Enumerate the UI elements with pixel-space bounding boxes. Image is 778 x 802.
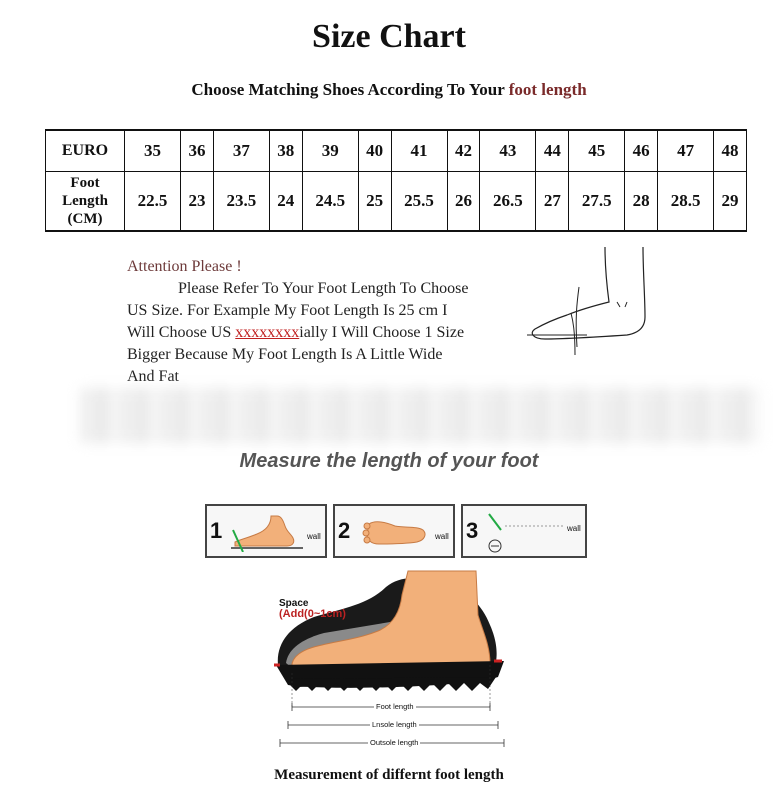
length-cell: 23.5 — [213, 172, 269, 232]
length-cell: 26 — [447, 172, 480, 232]
length-cell: 22.5 — [125, 172, 181, 232]
step-number: 3 — [466, 518, 479, 543]
subtitle-text: Choose Matching Shoes According To Your — [191, 80, 505, 99]
euro-cell: 41 — [391, 130, 447, 172]
notice-line: US Size. For Example My Foot Length Is 25 cm I — [127, 302, 448, 319]
notice-line: And Fat — [127, 368, 179, 385]
euro-cell: 35 — [125, 130, 181, 172]
euro-cell: 43 — [480, 130, 536, 172]
attention-notice — [127, 256, 532, 388]
euro-cell: 48 — [714, 130, 747, 172]
euro-cell: 44 — [536, 130, 569, 172]
space-text: Space — [279, 598, 309, 609]
notice-redacted: xxxxxxxx — [235, 324, 300, 341]
notice-line — [127, 322, 532, 344]
euro-cell: 45 — [569, 130, 625, 172]
attention-heading: Attention Please ! — [127, 258, 242, 275]
length-cell: 27.5 — [569, 172, 625, 232]
page-title: Size Chart — [312, 18, 466, 55]
length-row — [46, 172, 747, 232]
foot-top-icon — [355, 514, 433, 552]
wall-label: wall — [435, 532, 449, 541]
measure-heading: Measure the length of your foot — [239, 450, 539, 472]
euro-cell: 47 — [658, 130, 714, 172]
euro-cell: 42 — [447, 130, 480, 172]
length-cell: 29 — [714, 172, 747, 232]
length-cell: 27 — [536, 172, 569, 232]
page-subtitle — [0, 80, 778, 100]
length-cell: 23 — [181, 172, 214, 232]
length-header — [46, 172, 125, 232]
euro-cell: 39 — [302, 130, 358, 172]
space-add-text: (Add(0~1cm) — [279, 608, 346, 620]
step-number: 1 — [210, 518, 223, 543]
wall-label: wall — [567, 524, 581, 533]
wall-label: wall — [307, 532, 321, 541]
outsole-length-label: Outsole length — [370, 738, 419, 747]
step-1 — [205, 504, 327, 558]
notice-text: ially I Will Choose 1 Size — [299, 324, 465, 341]
length-cell: 28.5 — [658, 172, 714, 232]
euro-cell: 36 — [181, 130, 214, 172]
ruler-measure-icon — [483, 510, 565, 554]
space-label — [279, 598, 346, 620]
euro-cell: 40 — [358, 130, 391, 172]
length-header-line: (CM) — [67, 211, 103, 227]
length-cell: 28 — [625, 172, 658, 232]
length-cell: 24 — [269, 172, 302, 232]
insole-length-label: Lnsole length — [372, 720, 417, 729]
length-cell: 25 — [358, 172, 391, 232]
euro-cell: 38 — [269, 130, 302, 172]
foot-sketch-icon — [527, 247, 657, 367]
euro-cell: 46 — [625, 130, 658, 172]
length-cell: 24.5 — [302, 172, 358, 232]
step-2 — [333, 504, 455, 558]
length-header-line: Length — [62, 193, 108, 209]
notice-text: Will Choose US — [127, 324, 232, 341]
euro-header: EURO — [46, 130, 125, 172]
step-3 — [461, 504, 587, 558]
measure-steps — [205, 504, 587, 558]
notice-line: Please Refer To Your Foot Length To Choose — [178, 280, 469, 297]
diagram-caption: Measurement of differnt foot length — [274, 767, 504, 783]
length-cell: 26.5 — [480, 172, 536, 232]
length-cell: 25.5 — [391, 172, 447, 232]
foot-length-label: Foot length — [376, 702, 414, 711]
blurred-banner — [80, 388, 760, 443]
length-header-line: Foot — [70, 175, 100, 191]
subtitle-highlight: foot length — [508, 80, 587, 99]
size-table — [45, 129, 747, 232]
foot-side-icon — [227, 512, 307, 552]
euro-row — [46, 130, 747, 172]
step-number: 2 — [338, 518, 351, 543]
notice-line: Bigger Because My Foot Length Is A Little Wide — [127, 346, 443, 363]
euro-cell: 37 — [213, 130, 269, 172]
